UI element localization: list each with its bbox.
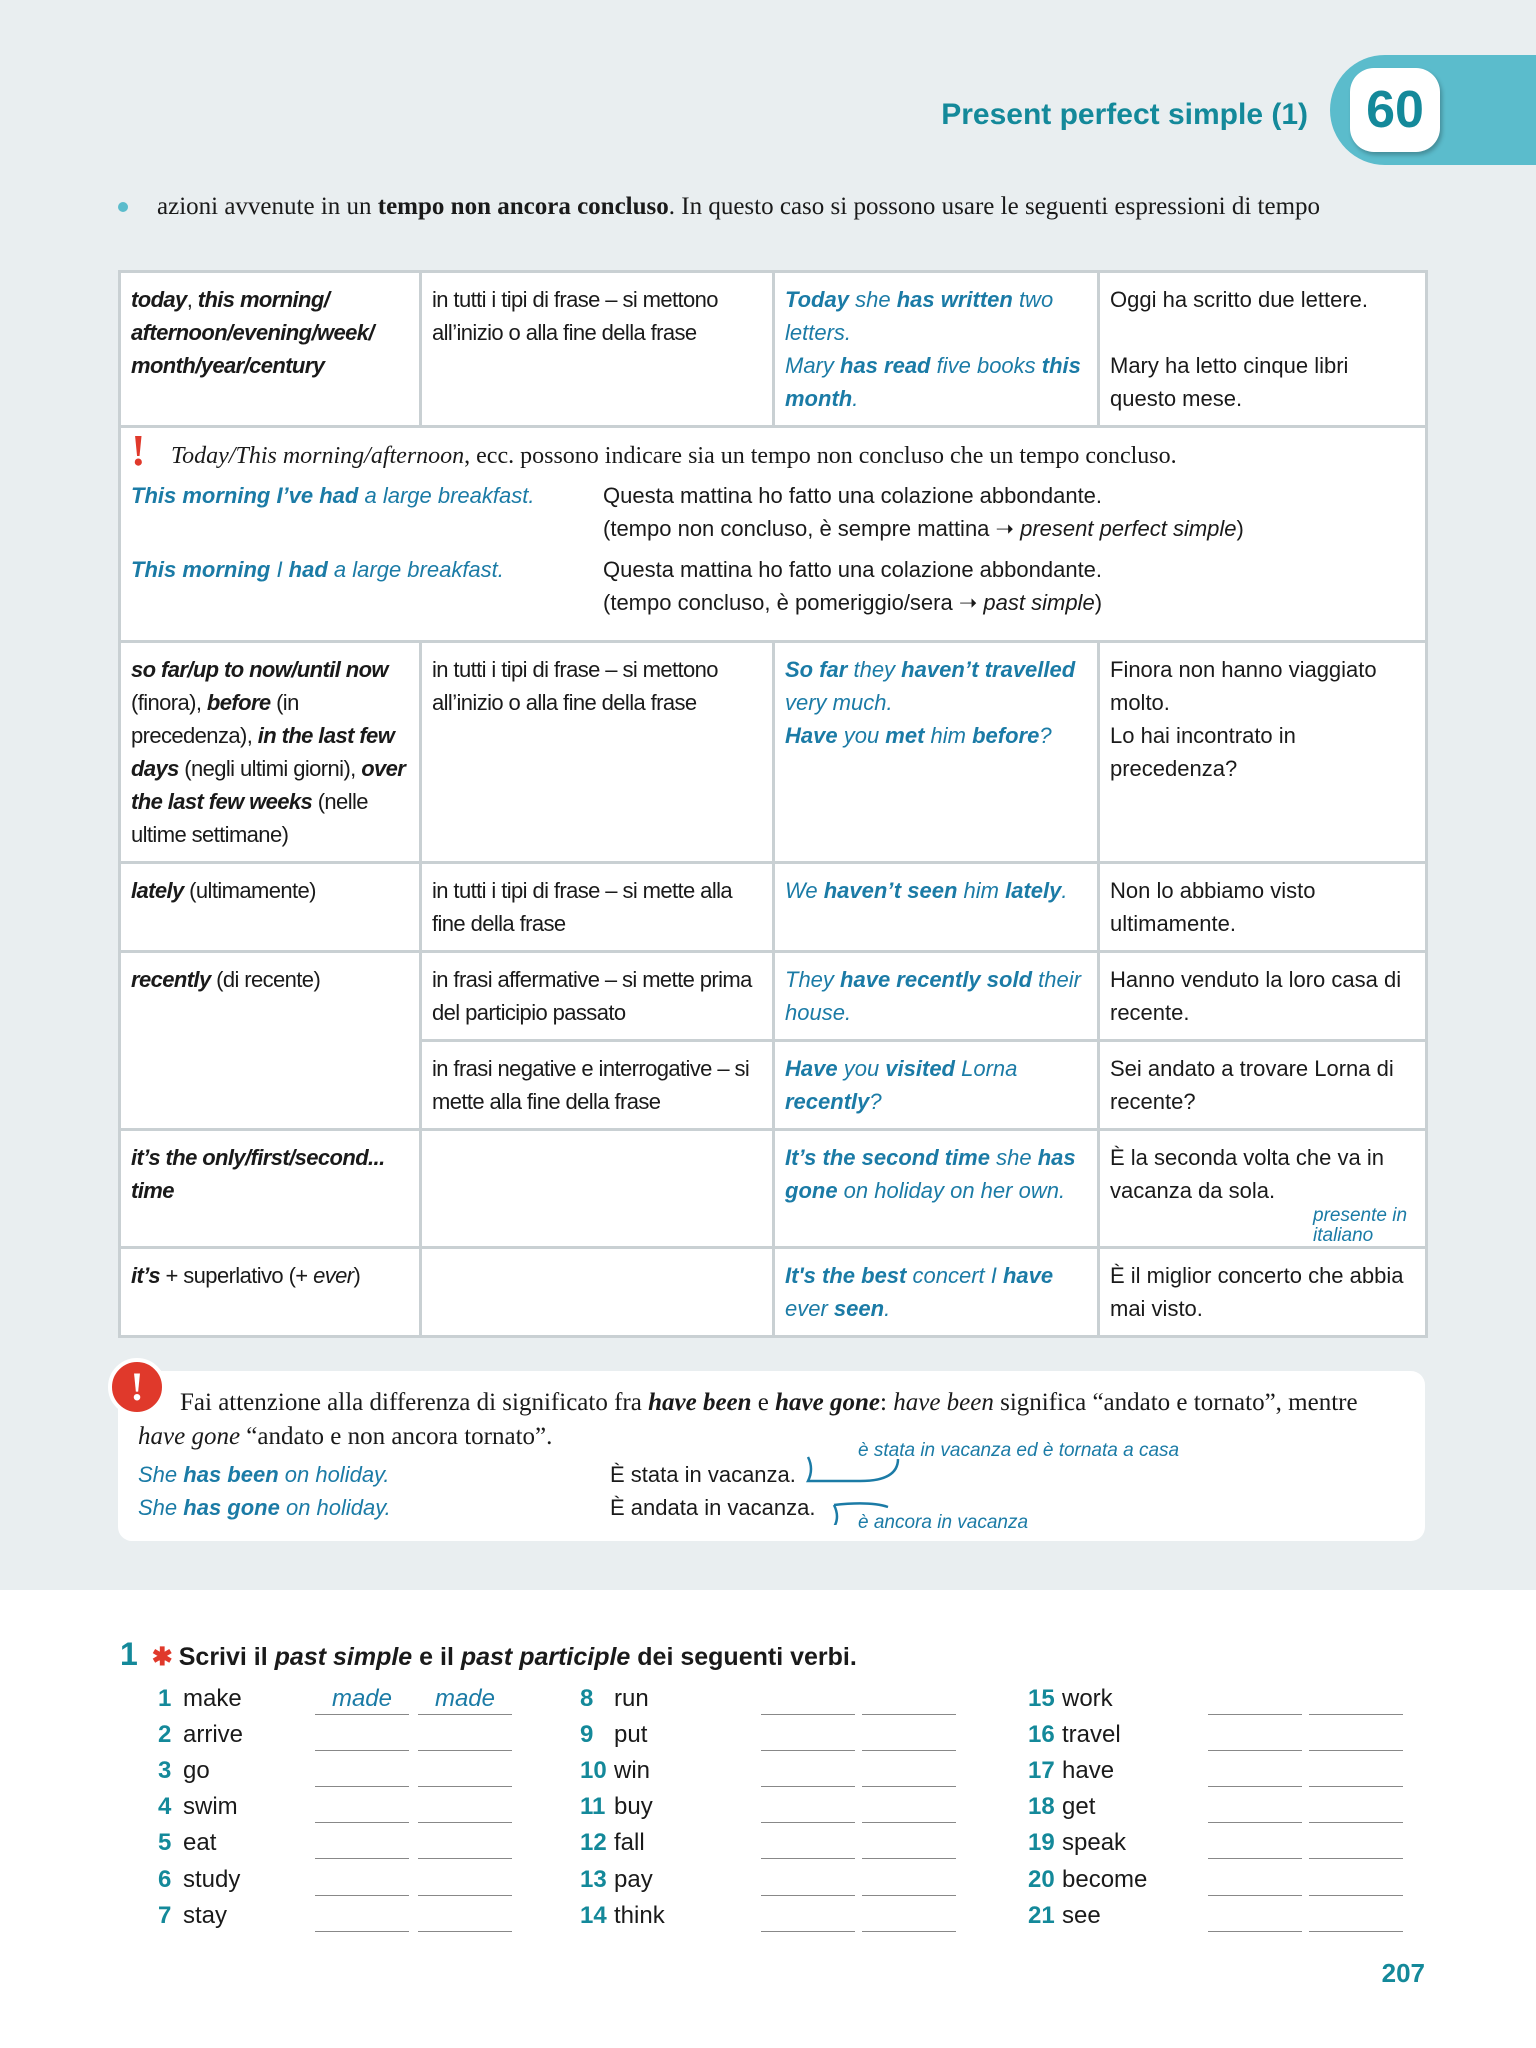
text-segment: recently <box>131 967 211 992</box>
example-en-1 <box>138 1462 390 1488</box>
text-segment: ? <box>869 1089 882 1114</box>
cell-c2 <box>421 642 774 863</box>
page-title: Present perfect simple (1) <box>941 98 1308 131</box>
table-row <box>120 1248 1427 1337</box>
past-simple-blank[interactable] <box>1208 1793 1302 1823</box>
text-segment: : <box>880 1389 894 1416</box>
time-expressions-table <box>118 270 1428 1338</box>
item-verb: run <box>614 1685 649 1712</box>
text-segment: have recently sold <box>840 967 1033 992</box>
item-verb: stay <box>183 1902 228 1929</box>
item-number: 1 <box>158 1685 172 1712</box>
item-number: 3 <box>158 1757 172 1784</box>
text-segment: over the last few weeks <box>131 756 406 814</box>
text-segment: Questa mattina ho fatto una colazione abbondante. (tempo non concluso, è sempre mattina ➝ <box>603 483 1103 541</box>
item-number: 6 <box>158 1866 172 1893</box>
cell-c4 <box>1099 863 1427 952</box>
past-simple-blank[interactable] <box>761 1793 855 1823</box>
past-simple-blank[interactable]: made <box>315 1685 409 1715</box>
past-participle-blank[interactable] <box>1309 1757 1403 1787</box>
cell-c1 <box>120 642 421 863</box>
intro-text <box>157 190 1427 224</box>
text-segment: + superlativo (+ <box>160 1263 314 1288</box>
text-segment: recently <box>785 1089 870 1114</box>
item-verb: travel <box>1062 1721 1121 1748</box>
text-segment: haven’t travelled <box>901 657 1076 682</box>
item-verb: think <box>614 1902 665 1929</box>
past-participle-blank[interactable] <box>1309 1721 1403 1751</box>
cell-c4 <box>1099 952 1427 1041</box>
cell-c3 <box>774 952 1099 1041</box>
text-segment: on holiday on her own. <box>837 1178 1066 1203</box>
text-segment: Sei andato a trovare Lorna di recente? <box>1110 1056 1394 1114</box>
item-verb: study <box>183 1866 241 1893</box>
cell-c4 <box>1099 272 1427 427</box>
past-participle-blank[interactable] <box>418 1757 512 1787</box>
exclamation-icon: ! <box>131 426 146 475</box>
past-participle-blank[interactable] <box>418 1902 512 1932</box>
item-verb: buy <box>614 1793 653 1820</box>
text-segment: ) <box>1094 590 1103 615</box>
text-segment: on holiday. <box>279 1495 391 1520</box>
exclamation-icon: ! <box>108 1358 166 1416</box>
text-segment: She <box>138 1462 184 1487</box>
past-simple-blank[interactable] <box>315 1902 409 1932</box>
text-segment: ? <box>1039 723 1052 748</box>
past-participle-blank[interactable] <box>862 1902 956 1932</box>
text-segment: e <box>751 1389 776 1416</box>
cell-c2 <box>421 1041 774 1130</box>
past-simple-blank[interactable] <box>761 1866 855 1896</box>
text-segment: have gone <box>775 1389 881 1416</box>
text-segment: . In questo caso si possono usare le seguenti espressioni di tempo <box>668 193 1321 220</box>
past-simple-blank[interactable] <box>1208 1721 1302 1751</box>
past-simple-blank[interactable] <box>1208 1866 1302 1896</box>
text-segment: have <box>1002 1263 1054 1288</box>
text-segment: azioni avvenute in un <box>157 193 378 220</box>
text-segment: È il miglior concerto che abbia mai visto. <box>1110 1263 1404 1321</box>
exercise-heading <box>120 1636 857 1673</box>
text-segment: So far <box>785 657 848 682</box>
item-number: 17 <box>1028 1757 1055 1784</box>
cell-c4 <box>1099 1041 1427 1130</box>
item-number: 15 <box>1028 1685 1055 1712</box>
example-en <box>131 479 603 545</box>
text-segment: tempo non ancora concluso <box>377 193 669 220</box>
item-verb: become <box>1062 1866 1148 1893</box>
item-number: 18 <box>1028 1793 1055 1820</box>
cell-c1 <box>120 1248 421 1337</box>
past-participle-blank[interactable] <box>1309 1793 1403 1823</box>
item-number: 7 <box>158 1902 172 1929</box>
cell-c4 <box>1099 1130 1427 1248</box>
text-segment: Have <box>785 1056 838 1081</box>
note-example <box>131 553 1415 619</box>
page-number: 207 <box>1381 1958 1425 1988</box>
text-segment: him <box>924 723 973 748</box>
item-verb: eat <box>183 1829 217 1856</box>
exercise-number: 1 <box>120 1636 138 1672</box>
text-segment: It's the best <box>785 1263 907 1288</box>
cell-c2 <box>421 1248 774 1337</box>
past-simple-blank[interactable] <box>315 1721 409 1751</box>
handwritten-note: presente in italiano <box>1313 1205 1408 1246</box>
item-verb: work <box>1062 1685 1113 1712</box>
text-segment: dei seguenti verbi. <box>630 1643 857 1671</box>
item-number: 10 <box>580 1757 607 1784</box>
text-segment: It’s the second time <box>785 1145 990 1170</box>
text-segment: I <box>270 557 289 582</box>
item-number: 9 <box>580 1721 594 1748</box>
text-segment: (negli ultimi giorni), <box>178 756 362 781</box>
text-segment: This morning <box>131 483 271 508</box>
text-segment: has gone <box>183 1495 280 1520</box>
text-segment: Questa mattina ho fatto una colazione abbondante. (tempo concluso, è pomeriggio/sera ➝ <box>603 557 1103 615</box>
item-number: 4 <box>158 1793 172 1820</box>
text-segment: past simple <box>983 590 1095 615</box>
item-verb: win <box>614 1757 651 1784</box>
past-participle-blank[interactable]: made <box>418 1685 512 1715</box>
past-simple-blank[interactable] <box>315 1793 409 1823</box>
text-segment: it’s the only/first/second... time <box>131 1145 385 1203</box>
text-segment: (finora), <box>131 690 207 715</box>
text-segment: Hanno venduto la loro casa di recente. <box>1110 967 1402 1025</box>
text-segment: Mary <box>785 353 840 378</box>
text-segment: it’s <box>131 1263 160 1288</box>
text-segment: lately <box>131 878 184 903</box>
note-cell <box>120 427 1427 642</box>
past-simple-blank[interactable] <box>315 1829 409 1859</box>
text-segment: ) <box>1236 516 1244 541</box>
text-segment: We <box>785 878 824 903</box>
text-segment: past simple <box>274 1643 413 1671</box>
unit-number: 60 <box>1350 68 1440 152</box>
text-segment: in tutti i tipi di frase – si mettono all’inizio o alla fine della frase <box>432 287 718 345</box>
cell-c3 <box>774 1041 1099 1130</box>
item-number: 16 <box>1028 1721 1055 1748</box>
text-segment: (in precedenza), <box>131 690 299 748</box>
item-verb: arrive <box>183 1721 244 1748</box>
text-segment: in frasi negative e interrogative – si mette alla fine della frase <box>432 1056 750 1114</box>
text-segment: Fai attenzione alla differenza di significato fra <box>180 1389 649 1416</box>
text-segment: before <box>972 723 1040 748</box>
text-segment: Today <box>785 287 849 312</box>
past-simple-blank[interactable] <box>1208 1757 1302 1787</box>
cell-c3 <box>774 1248 1099 1337</box>
past-simple-blank[interactable] <box>315 1866 409 1896</box>
text-segment: Non lo abbiamo visto ultimamente. <box>1110 878 1316 936</box>
item-number: 13 <box>580 1866 607 1893</box>
past-simple-blank[interactable] <box>761 1721 855 1751</box>
past-participle-blank[interactable] <box>1309 1829 1403 1859</box>
text-segment: in frasi affermative – si mette prima del participio passato <box>432 967 752 1025</box>
item-verb: pay <box>614 1866 653 1893</box>
cell-c1 <box>120 1130 421 1248</box>
text-segment: in the last few days <box>131 723 395 781</box>
bracket-arrows <box>800 1455 910 1525</box>
handwritten-note-2: è ancora in vacanza <box>858 1512 1029 1533</box>
item-verb: speak <box>1062 1829 1127 1856</box>
past-participle-blank[interactable] <box>862 1793 956 1823</box>
item-number: 19 <box>1028 1829 1055 1856</box>
text-segment: a large breakfast. <box>358 483 535 508</box>
text-segment: ) <box>353 1263 361 1288</box>
text-segment: “andato e non ancora tornato”. <box>240 1423 553 1450</box>
item-number: 14 <box>580 1902 607 1929</box>
text-segment: in tutti i tipi di frase – si mette alla fine della frase <box>432 878 733 936</box>
cell-c2 <box>421 863 774 952</box>
text-segment: this morning/ afternoon/evening/week/ month/year/century <box>131 287 374 378</box>
cell-c2 <box>421 1130 774 1248</box>
item-verb: have <box>1062 1757 1115 1784</box>
example-it <box>603 553 1102 619</box>
item-number: 8 <box>580 1685 594 1712</box>
item-number: 2 <box>158 1721 172 1748</box>
past-participle-blank[interactable] <box>862 1866 956 1896</box>
cell-c1 <box>120 952 421 1130</box>
text-segment: very much. <box>785 690 893 715</box>
text-segment: a large breakfast. <box>327 557 504 582</box>
past-simple-blank[interactable] <box>761 1902 855 1932</box>
past-participle-blank[interactable] <box>418 1866 512 1896</box>
past-participle-blank[interactable] <box>862 1829 956 1859</box>
text-segment: they <box>847 657 902 682</box>
text-segment: (nelle ultime settimane) <box>131 789 368 847</box>
note-row <box>120 427 1427 642</box>
text-segment: (di recente) <box>210 967 321 992</box>
text-segment: Today/This morning/afternoon <box>171 443 465 469</box>
past-simple-blank[interactable] <box>1208 1685 1302 1715</box>
text-segment: in tutti i tipi di frase – si mettono all’inizio o alla fine della frase <box>432 657 718 715</box>
past-participle-blank[interactable] <box>1309 1902 1403 1932</box>
text-segment: concert I <box>906 1263 1003 1288</box>
table-row <box>120 272 1427 427</box>
text-segment: she <box>989 1145 1038 1170</box>
example-it-2: È andata in vacanza. <box>610 1495 816 1520</box>
cell-c1 <box>120 272 421 427</box>
text-segment: ever <box>785 1296 834 1321</box>
text-segment: , ecc. possono indicare sia un tempo non concluso che un tempo concluso. <box>464 443 1177 469</box>
item-verb: make <box>183 1685 242 1712</box>
item-number: 11 <box>580 1793 606 1820</box>
note-example <box>131 479 1415 545</box>
past-participle-blank[interactable] <box>1309 1866 1403 1896</box>
past-simple-blank[interactable] <box>1208 1829 1302 1859</box>
text-segment: lately <box>1005 878 1062 903</box>
past-simple-blank[interactable] <box>315 1757 409 1787</box>
text-segment: e il <box>412 1643 461 1671</box>
text-segment: their house. <box>785 967 1081 1025</box>
text-segment: . <box>884 1296 891 1321</box>
example-it <box>603 479 1244 545</box>
text-segment: . <box>852 386 859 411</box>
text-segment: This morning <box>131 557 271 582</box>
item-verb: put <box>614 1721 648 1748</box>
past-simple-blank[interactable] <box>1208 1902 1302 1932</box>
text-segment: before <box>206 690 271 715</box>
item-number: 12 <box>580 1829 607 1856</box>
text-segment: . <box>1061 878 1068 903</box>
item-number: 5 <box>158 1829 172 1856</box>
exercise-instruction <box>179 1643 857 1671</box>
text-segment: have been <box>893 1389 994 1416</box>
text-segment: significa “andato e tornato”, mentre <box>993 1389 1358 1416</box>
text-segment: Oggi ha scritto due lettere. Mary ha letto cinque libri questo mese. <box>1110 287 1369 411</box>
text-segment: , <box>186 287 198 312</box>
past-participle-blank[interactable] <box>418 1721 512 1751</box>
text-segment: has gone <box>785 1145 1076 1203</box>
item-number: 21 <box>1028 1902 1055 1929</box>
item-verb: see <box>1062 1902 1101 1929</box>
bullet-icon <box>118 202 128 212</box>
text-segment: this month <box>785 353 1081 411</box>
text-segment: five books <box>930 353 1042 378</box>
text-segment: (ultimamente) <box>183 878 316 903</box>
text-segment: today <box>131 287 187 312</box>
text-segment: past participle <box>460 1643 631 1671</box>
cell-c3 <box>774 863 1099 952</box>
text-segment: She <box>138 1495 184 1520</box>
table-row <box>120 1130 1427 1248</box>
text-segment: two letters. <box>785 287 1054 345</box>
table-row <box>120 642 1427 863</box>
past-participle-blank[interactable] <box>1309 1685 1403 1715</box>
text-segment: Lorna <box>955 1056 1018 1081</box>
past-participle-blank[interactable] <box>418 1829 512 1859</box>
example-it-1: È stata in vacanza. <box>610 1462 796 1487</box>
text-segment: haven’t seen <box>823 878 958 903</box>
past-simple-blank[interactable] <box>761 1757 855 1787</box>
item-verb: get <box>1062 1793 1096 1820</box>
cell-c2 <box>421 272 774 427</box>
past-participle-blank[interactable] <box>418 1793 512 1823</box>
cell-c2 <box>421 952 774 1041</box>
text-segment: so far/up to now/until now <box>131 657 388 682</box>
cell-c3 <box>774 1130 1099 1248</box>
example-en <box>131 553 603 619</box>
past-participle-blank[interactable] <box>862 1721 956 1751</box>
text-segment: I’ve had <box>270 483 359 508</box>
text-segment: you <box>837 723 886 748</box>
text-segment: seen <box>833 1296 885 1321</box>
item-verb: go <box>183 1757 210 1784</box>
cell-c3 <box>774 272 1099 427</box>
text-segment: have gone <box>138 1423 241 1450</box>
star-icon: ✱ <box>151 1643 173 1671</box>
text-segment: visited <box>885 1056 955 1081</box>
note-heading <box>131 440 1415 473</box>
item-verb: fall <box>614 1829 645 1856</box>
table-row <box>120 952 1427 1041</box>
text-segment: had <box>288 557 328 582</box>
cell-c4 <box>1099 642 1427 863</box>
cell-c1 <box>120 863 421 952</box>
past-simple-blank[interactable] <box>761 1685 855 1715</box>
table-row <box>120 863 1427 952</box>
cell-c4 <box>1099 1248 1427 1337</box>
handwritten-note-1: è stata in vacanza ed è tornata a casa <box>858 1440 1180 1461</box>
text-segment: has written <box>896 287 1013 312</box>
text-segment: Finora non hanno viaggiato molto. Lo hai incontrato in precedenza? <box>1110 657 1377 781</box>
example-en-2 <box>138 1495 391 1521</box>
attention-text <box>138 1386 1408 1454</box>
text-segment: has been <box>183 1462 279 1487</box>
text-segment: has read <box>840 353 931 378</box>
text-segment: È la seconda volta che va in vacanza da sola. <box>1110 1145 1384 1203</box>
item-number: 20 <box>1028 1866 1055 1893</box>
text-segment: ever <box>313 1263 354 1288</box>
text-segment: Scrivi il <box>178 1643 275 1671</box>
past-participle-blank[interactable] <box>862 1685 956 1715</box>
text-segment: you <box>837 1056 886 1081</box>
text-segment: They <box>785 967 841 992</box>
text-segment: present perfect simple <box>1020 516 1237 541</box>
text-segment: him <box>957 878 1006 903</box>
text-segment: she <box>848 287 897 312</box>
past-simple-blank[interactable] <box>761 1829 855 1859</box>
text-segment: Have <box>785 723 838 748</box>
text-segment: on holiday. <box>278 1462 390 1487</box>
item-verb: swim <box>183 1793 238 1820</box>
cell-c3 <box>774 642 1099 863</box>
past-participle-blank[interactable] <box>862 1757 956 1787</box>
text-segment: have been <box>648 1389 752 1416</box>
text-segment: met <box>885 723 925 748</box>
